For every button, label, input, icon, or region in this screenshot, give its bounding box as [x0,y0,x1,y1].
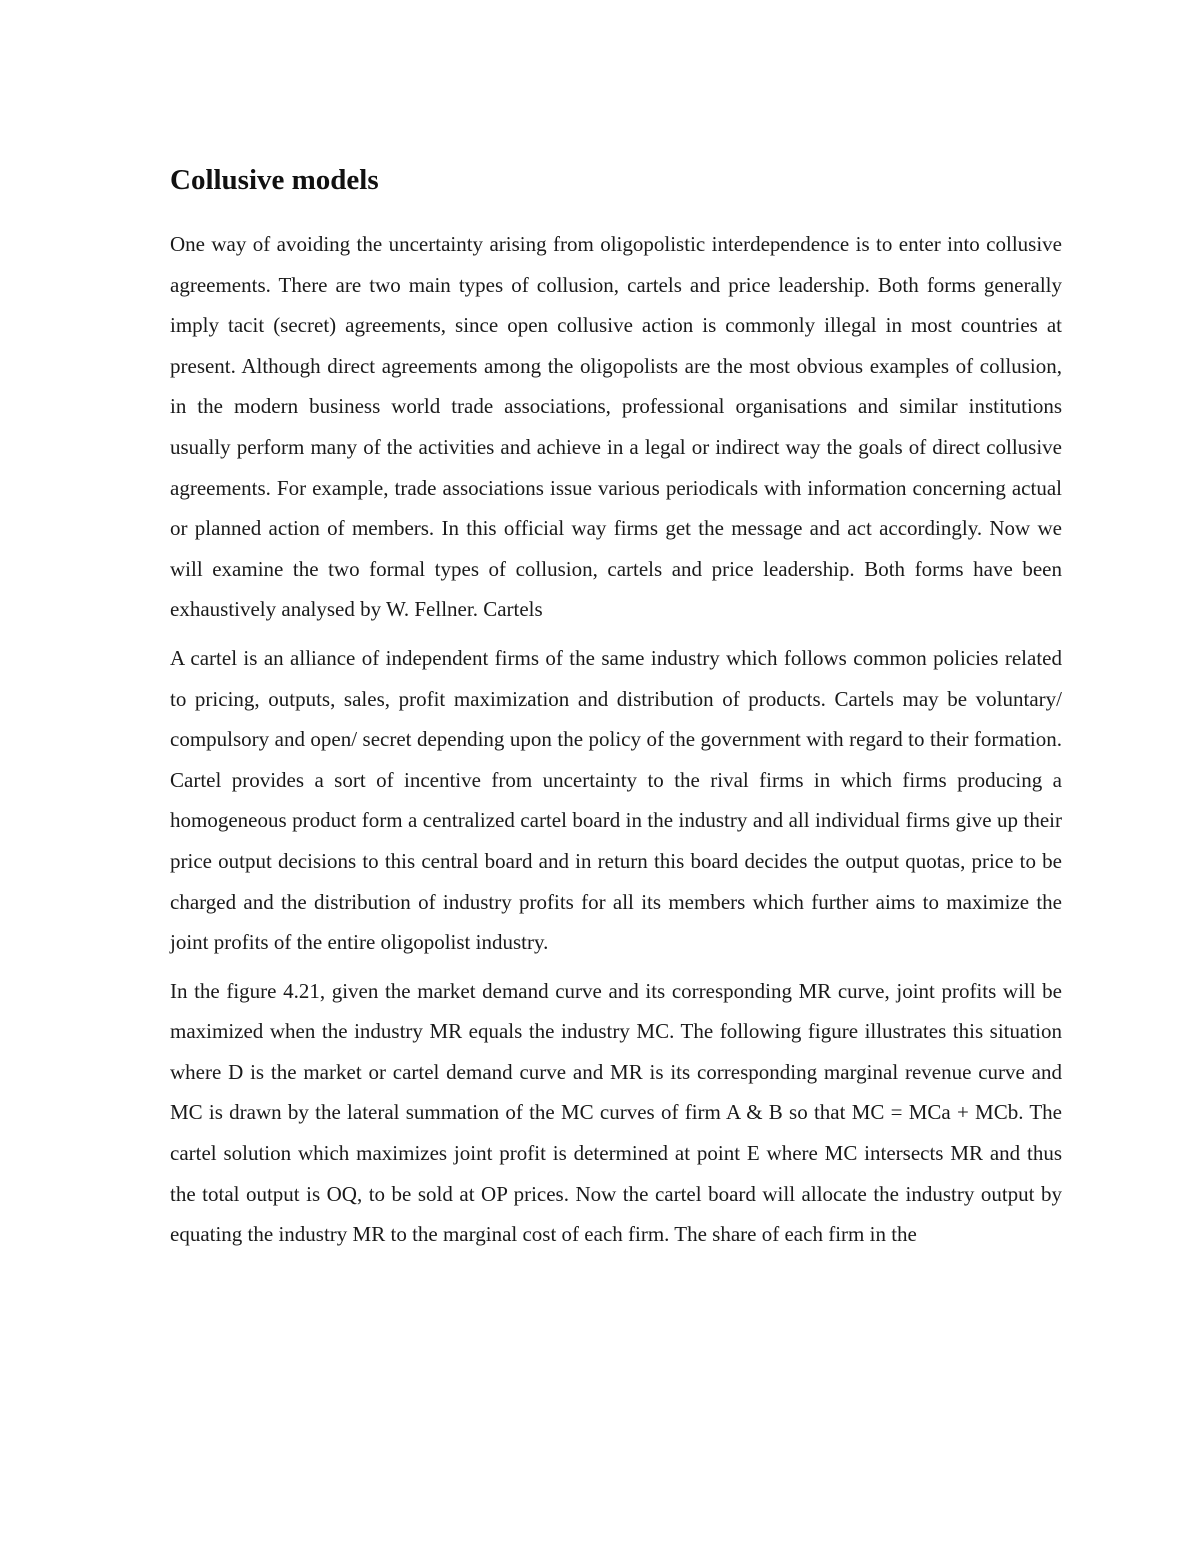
document-page [170,158,1062,1263]
page-title: Collusive models [170,164,379,196]
paragraph-collusion-intro: One way of avoiding the uncertainty arising from oligopolistic interdependence is to enter into collusive agreements. There are two main types of collusion, cartels and price leadership. Both forms generally imply tacit (secret) agreements, since open collusive action is commonly illegal in most countries at present. Although direct agreements among the oligopolists are the most obvious examples of collusion, in the modern business world trade associations, professional organisations and similar institutions usually perform many of the activities and achieve in a legal or indirect way the goals of direct collusive agreements. For example, trade associations issue various periodicals with information concerning actual or planned action of members. In this official way firms get the message and act accordingly. Now we will examine the two formal types of collusion, cartels and price leadership. Both forms have been exhaustively analysed by W. Fellner. Cartels [170,232,1062,622]
paragraph-figure-explanation: In the figure 4.21, given the market demand curve and its corresponding MR curve, joint profits will be maximized when the industry MR equals the industry MC. The following figure illustrates this situation where D is the market or cartel demand curve and MR is its corresponding marginal revenue curve and MC is drawn by the lateral summation of the MC curves of firm A & B so that MC = MCa + MCb. The cartel solution which maximizes joint profit is determined at point E where MC intersects MR and thus the total output is OQ, to be sold at OP prices. Now the cartel board will allocate the industry output by equating the industry MR to the marginal cost of each firm. The share of each firm in the [170,978,1062,1247]
paragraph-cartel-definition: A cartel is an alliance of independent firms of the same industry which follows common policies related to pricing, outputs, sales, profit maximization and distribution of products. Cartels may be voluntary/ compulsory and open/ secret depending upon the policy of the government with regard to their formation. Cartel provides a sort of incentive from uncertainty to the rival firms in which firms producing a homogeneous product form a centralized cartel board in the industry and all individual firms give up their price output decisions to this central board and in return this board decides the output quotas, price to be charged and the distribution of industry profits for all its members which further aims to maximize the joint profits of the entire oligopolist industry. [170,645,1062,955]
